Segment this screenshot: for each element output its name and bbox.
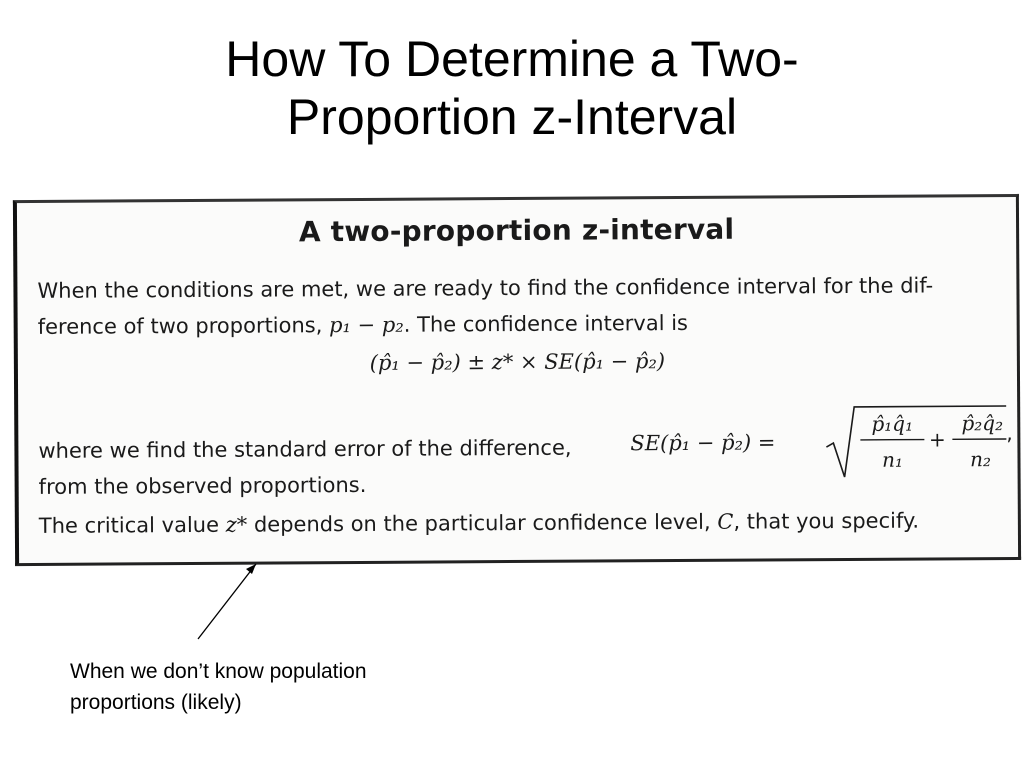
confidence-level-c: C [717, 509, 734, 534]
arrow-shaft [198, 564, 256, 639]
se-comma: , [1006, 420, 1013, 446]
intro-line-1: When the conditions are met, we are ready to find the confidence interval for the dif- [37, 273, 934, 303]
se-numerator-2: p̂₂q̂₂ [961, 411, 1004, 436]
critical-value-sentence [39, 503, 919, 544]
annotation-arrow [180, 550, 280, 650]
intro-line-2-suffix: . The confidence interval is [403, 310, 689, 337]
confidence-interval-formula: (p̂₁ − p̂₂) ± z* × SE(p̂₁ − p̂₂) [369, 349, 666, 375]
textbook-excerpt [13, 194, 1021, 566]
slide-title-line-1: How To Determine a Two- [225, 31, 799, 87]
se-line-2: from the observed proportions. [38, 472, 367, 499]
annotation-note [70, 656, 367, 718]
standard-error-paragraph [38, 430, 572, 505]
box-heading: A two-proportion z-interval [298, 212, 735, 249]
annotation-line-1: When we don’t know population [70, 660, 367, 683]
intro-paragraph [37, 267, 933, 344]
se-line-1: where we find the standard error of the difference, [38, 435, 572, 463]
slide-title [0, 30, 1024, 146]
se-denominator-2: n₂ [969, 447, 992, 472]
intro-line-2-prefix: ference of two proportions, [37, 313, 330, 339]
se-numerator-1: p̂₁q̂₁ [871, 411, 914, 436]
se-denominator-1: n₁ [881, 447, 904, 472]
annotation-line-2: proportions (likely) [70, 691, 242, 714]
slide-title-line-2: Proportion z-Interval [286, 89, 738, 145]
se-plus: + [928, 427, 946, 452]
proportion-difference: p₁ − p₂ [328, 312, 404, 338]
intro-line-2 [38, 303, 934, 344]
arrow-head [246, 564, 256, 574]
se-lhs: SE(p̂₁ − p̂₂) = [630, 430, 776, 456]
standard-error-formula [630, 402, 1013, 482]
z-star: z* [225, 512, 248, 537]
critical-suffix: , that you specify. [733, 508, 920, 534]
critical-prefix: The critical value [38, 512, 226, 538]
critical-mid: depends on the particular confidence level, [247, 509, 718, 537]
